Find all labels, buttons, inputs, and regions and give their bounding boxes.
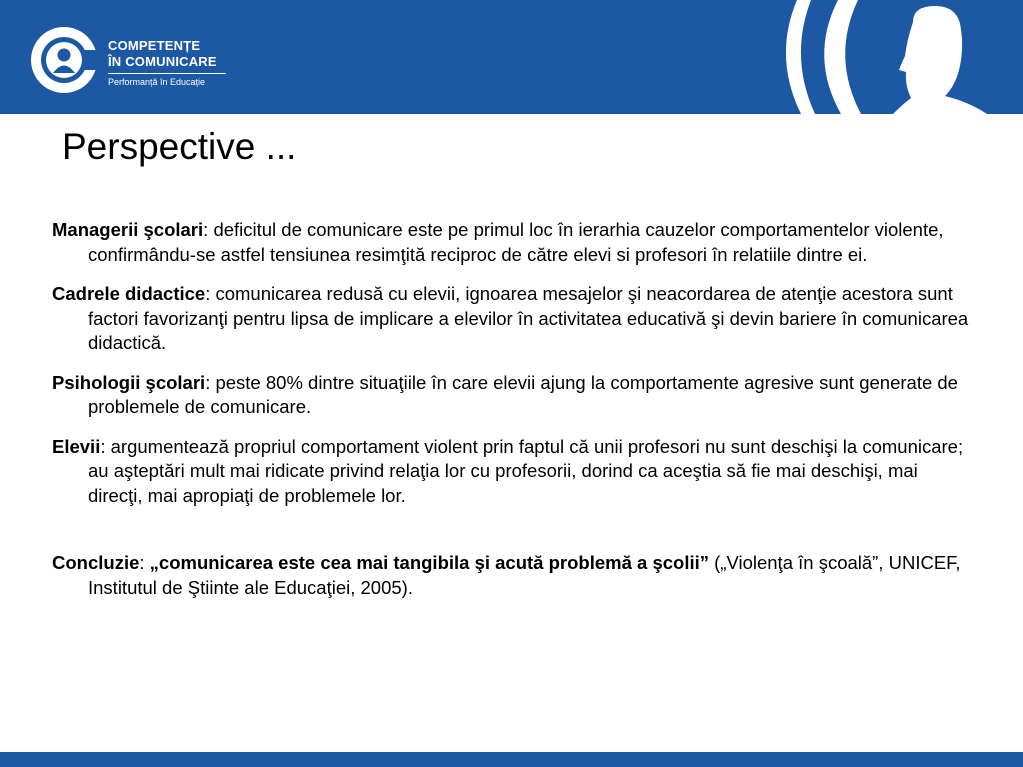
- paragraph-text: comunicarea redusă cu elevii, ignoarea mesajelor şi neacordarea de atenţie acestora sunt factori favorizanţi pentru lipsa de implicare a elevilor în activitatea educativă şi devin bariere în comunicarea didactică.: [88, 283, 969, 353]
- logo-text: [108, 38, 226, 88]
- conclusion-source: („Violenţa în şcoală”, UNICEF, Institutul de Ştiinte ale Educaţiei, 2005).: [88, 552, 961, 598]
- label-separator: :: [100, 435, 111, 457]
- logo-divider: [108, 73, 226, 74]
- paragraph-text: peste 80% dintre situaţiile în care elevii ajung la comportamente agresive sunt generate de problemele de comunicare.: [88, 371, 958, 417]
- paragraph-text: argumentează propriul comportament violent prin faptul că unii profesori nu sunt deschişi la comunicare; au aşteptări mult mai ridicate privind relaţia lor cu profesorii, dorind ca aceştia să fie mai deschişi, mai direcţi, mai apropiaţi de problemele lor.: [88, 435, 964, 506]
- paragraph-label: Elevii: [52, 435, 101, 457]
- conclusion-quote: „comunicarea este cea mai tangibila şi acută problemă a şcolii”: [149, 552, 709, 573]
- paragraph-label: Managerii şcolari: [52, 219, 204, 240]
- logo-tagline: Performanță în Educație: [108, 77, 206, 87]
- label-separator: :: [203, 219, 214, 240]
- paragraph-students: [52, 435, 972, 509]
- logo-icon: [28, 24, 100, 96]
- page-title: Perspective ...: [62, 126, 297, 167]
- paragraph-managers: [52, 218, 972, 267]
- conclusion-label: Concluzie: [52, 552, 140, 573]
- head-silhouette-icon: [775, 0, 1023, 114]
- label-separator: :: [139, 552, 150, 573]
- header-banner: [0, 0, 1023, 114]
- paragraph-text: deficitul de comunicare este pe primul loc în ierarhia cauzelor comportamentelor violente, confirmându-se astfel tensiunea resimţită reciproc de către elevi si profesori în relatiile dintre ei.: [88, 219, 944, 265]
- logo-title-line2: ÎN COMUNICARE: [108, 54, 217, 69]
- paragraph-psychologists: [52, 371, 972, 420]
- paragraph-conclusion: [52, 551, 972, 600]
- paragraph-label: Psihologii şcolari: [52, 371, 206, 393]
- logo-title-line1: COMPETENȚE: [108, 38, 201, 53]
- paragraph-teachers: [52, 282, 972, 356]
- footer-bar: [0, 752, 1023, 767]
- label-separator: :: [205, 371, 216, 393]
- label-separator: :: [205, 283, 216, 304]
- paragraph-label: Cadrele didactice: [52, 283, 206, 304]
- content-body: [52, 218, 972, 615]
